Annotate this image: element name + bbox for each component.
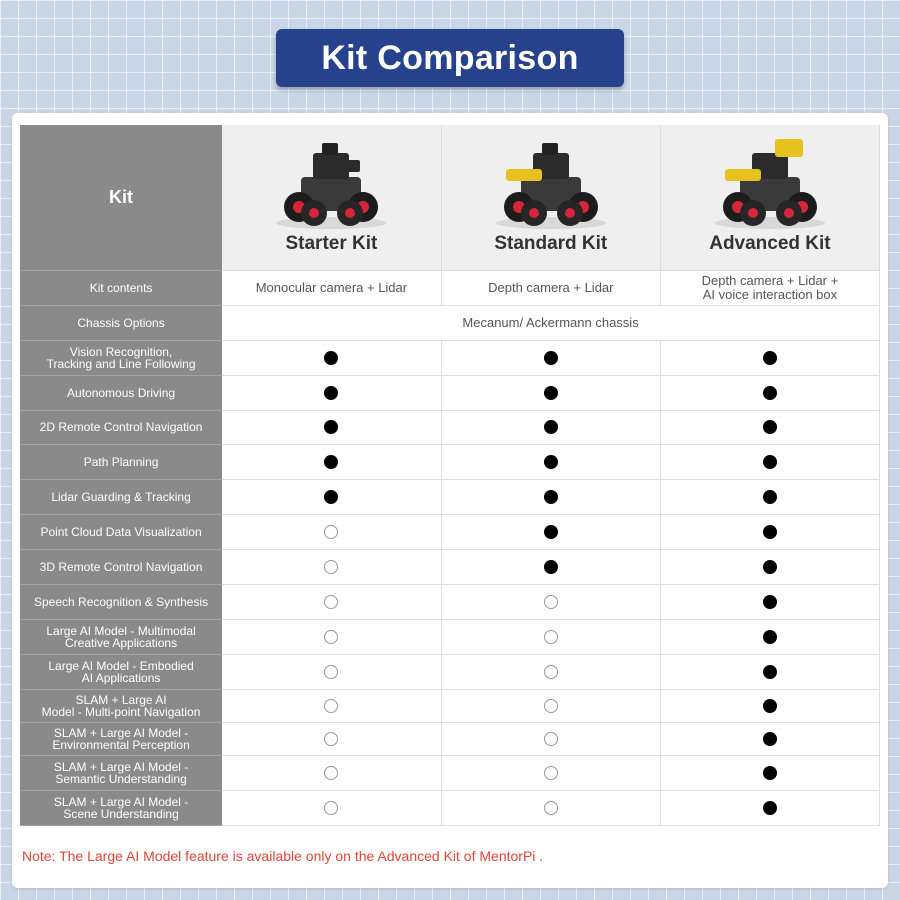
table-row [20,755,880,790]
feature-support-cell [222,340,441,375]
filled-circle-icon [324,420,338,434]
filled-circle-icon [763,525,777,539]
feature-support-cell [660,584,879,619]
feature-support-cell [660,755,879,790]
filled-circle-icon [763,699,777,713]
feature-support-cell [660,479,879,514]
filled-circle-icon [763,665,777,679]
table-row [20,305,880,340]
advanced-kit-robot-image [705,135,835,235]
kit-contents-value: Depth camera + Lidar [441,270,660,305]
filled-circle-icon [763,560,777,574]
empty-circle-icon [544,665,558,679]
table-row [20,790,880,825]
feature-label: SLAM + Large AI Model - Scene Understanding [20,790,222,825]
feature-label: Path Planning [20,444,222,479]
empty-circle-icon [544,732,558,746]
feature-support-cell [660,340,879,375]
table-row [20,689,880,722]
empty-circle-icon [324,525,338,539]
feature-support-cell [441,549,660,584]
empty-circle-icon [544,699,558,713]
kit-header-label: Kit [20,125,222,270]
empty-circle-icon [324,560,338,574]
table-row [20,410,880,444]
kit-comparison-table [20,125,880,826]
filled-circle-icon [763,386,777,400]
feature-support-cell [441,689,660,722]
feature-support-cell [660,514,879,549]
kit-column-advanced [660,125,879,270]
feature-support-cell [222,654,441,689]
filled-circle-icon [763,801,777,815]
table-row [20,549,880,584]
feature-support-cell [660,790,879,825]
feature-support-cell [441,584,660,619]
kit-name-starter: Starter Kit [285,233,378,254]
table-row [20,479,880,514]
feature-label: Vision Recognition, Tracking and Line Following [20,340,222,375]
table-row [20,270,880,305]
feature-support-cell [660,619,879,654]
filled-circle-icon [544,525,558,539]
table-row [20,444,880,479]
kit-column-starter [222,125,441,270]
feature-support-cell [222,755,441,790]
empty-circle-icon [544,630,558,644]
feature-support-cell [222,584,441,619]
feature-support-cell [660,722,879,755]
filled-circle-icon [544,386,558,400]
footnote: Note: The Large AI Model feature is available only on the Advanced Kit of MentorPi . [22,848,544,864]
filled-circle-icon [763,420,777,434]
filled-circle-icon [763,455,777,469]
feature-support-cell [441,375,660,410]
table-row [20,584,880,619]
feature-label: Large AI Model - Multimodal Creative Applications [20,619,222,654]
filled-circle-icon [324,386,338,400]
filled-circle-icon [763,732,777,746]
feature-label: Speech Recognition & Synthesis [20,584,222,619]
kit-contents-value: Depth camera + Lidar + AI voice interaction box [660,270,879,305]
table-row [20,654,880,689]
feature-support-cell [660,444,879,479]
feature-support-cell [222,790,441,825]
feature-label: Lidar Guarding & Tracking [20,479,222,514]
table-row [20,375,880,410]
table-row [20,340,880,375]
feature-support-cell [660,689,879,722]
feature-support-cell [222,514,441,549]
filled-circle-icon [544,490,558,504]
filled-circle-icon [763,766,777,780]
starter-kit-robot-image [266,135,396,235]
filled-circle-icon [544,351,558,365]
feature-support-cell [441,479,660,514]
feature-support-cell [222,410,441,444]
filled-circle-icon [763,630,777,644]
table-row [20,619,880,654]
comparison-rows [20,270,880,825]
feature-support-cell [222,722,441,755]
feature-label: Chassis Options [20,305,222,340]
filled-circle-icon [544,420,558,434]
kit-name-standard: Standard Kit [494,233,608,254]
feature-support-cell [222,619,441,654]
empty-circle-icon [324,766,338,780]
feature-label: Kit contents [20,270,222,305]
chassis-options-value: Mecanum/ Ackermann chassis [222,305,879,340]
filled-circle-icon [324,351,338,365]
filled-circle-icon [544,455,558,469]
empty-circle-icon [544,766,558,780]
feature-label: SLAM + Large AI Model - Environmental Perception [20,722,222,755]
feature-support-cell [441,619,660,654]
feature-support-cell [660,549,879,584]
feature-label: Large AI Model - Embodied AI Applications [20,654,222,689]
feature-support-cell [660,375,879,410]
feature-support-cell [222,479,441,514]
kit-column-standard [441,125,660,270]
page-title: Kit Comparison [276,29,624,87]
feature-support-cell [441,340,660,375]
empty-circle-icon [544,801,558,815]
table-row [20,722,880,755]
kit-name-advanced: Advanced Kit [709,233,831,254]
empty-circle-icon [324,699,338,713]
empty-circle-icon [324,630,338,644]
kit-contents-value: Monocular camera + Lidar [222,270,441,305]
feature-label: SLAM + Large AI Model - Semantic Understanding [20,755,222,790]
filled-circle-icon [544,560,558,574]
feature-support-cell [441,410,660,444]
feature-label: 3D Remote Control Navigation [20,549,222,584]
empty-circle-icon [324,732,338,746]
table-row [20,514,880,549]
filled-circle-icon [324,455,338,469]
feature-support-cell [441,654,660,689]
feature-support-cell [222,375,441,410]
feature-support-cell [660,410,879,444]
standard-kit-robot-image [486,135,616,235]
filled-circle-icon [324,490,338,504]
empty-circle-icon [324,665,338,679]
kit-header-row [20,125,880,270]
empty-circle-icon [324,595,338,609]
feature-support-cell [441,514,660,549]
feature-support-cell [660,654,879,689]
filled-circle-icon [763,595,777,609]
empty-circle-icon [544,595,558,609]
filled-circle-icon [763,351,777,365]
feature-support-cell [441,755,660,790]
feature-support-cell [441,790,660,825]
feature-label: SLAM + Large AI Model - Multi-point Navigation [20,689,222,722]
feature-support-cell [222,549,441,584]
feature-label: Point Cloud Data Visualization [20,514,222,549]
feature-label: 2D Remote Control Navigation [20,410,222,444]
feature-support-cell [222,689,441,722]
feature-support-cell [441,444,660,479]
feature-label: Autonomous Driving [20,375,222,410]
feature-support-cell [222,444,441,479]
empty-circle-icon [324,801,338,815]
feature-support-cell [441,722,660,755]
filled-circle-icon [763,490,777,504]
